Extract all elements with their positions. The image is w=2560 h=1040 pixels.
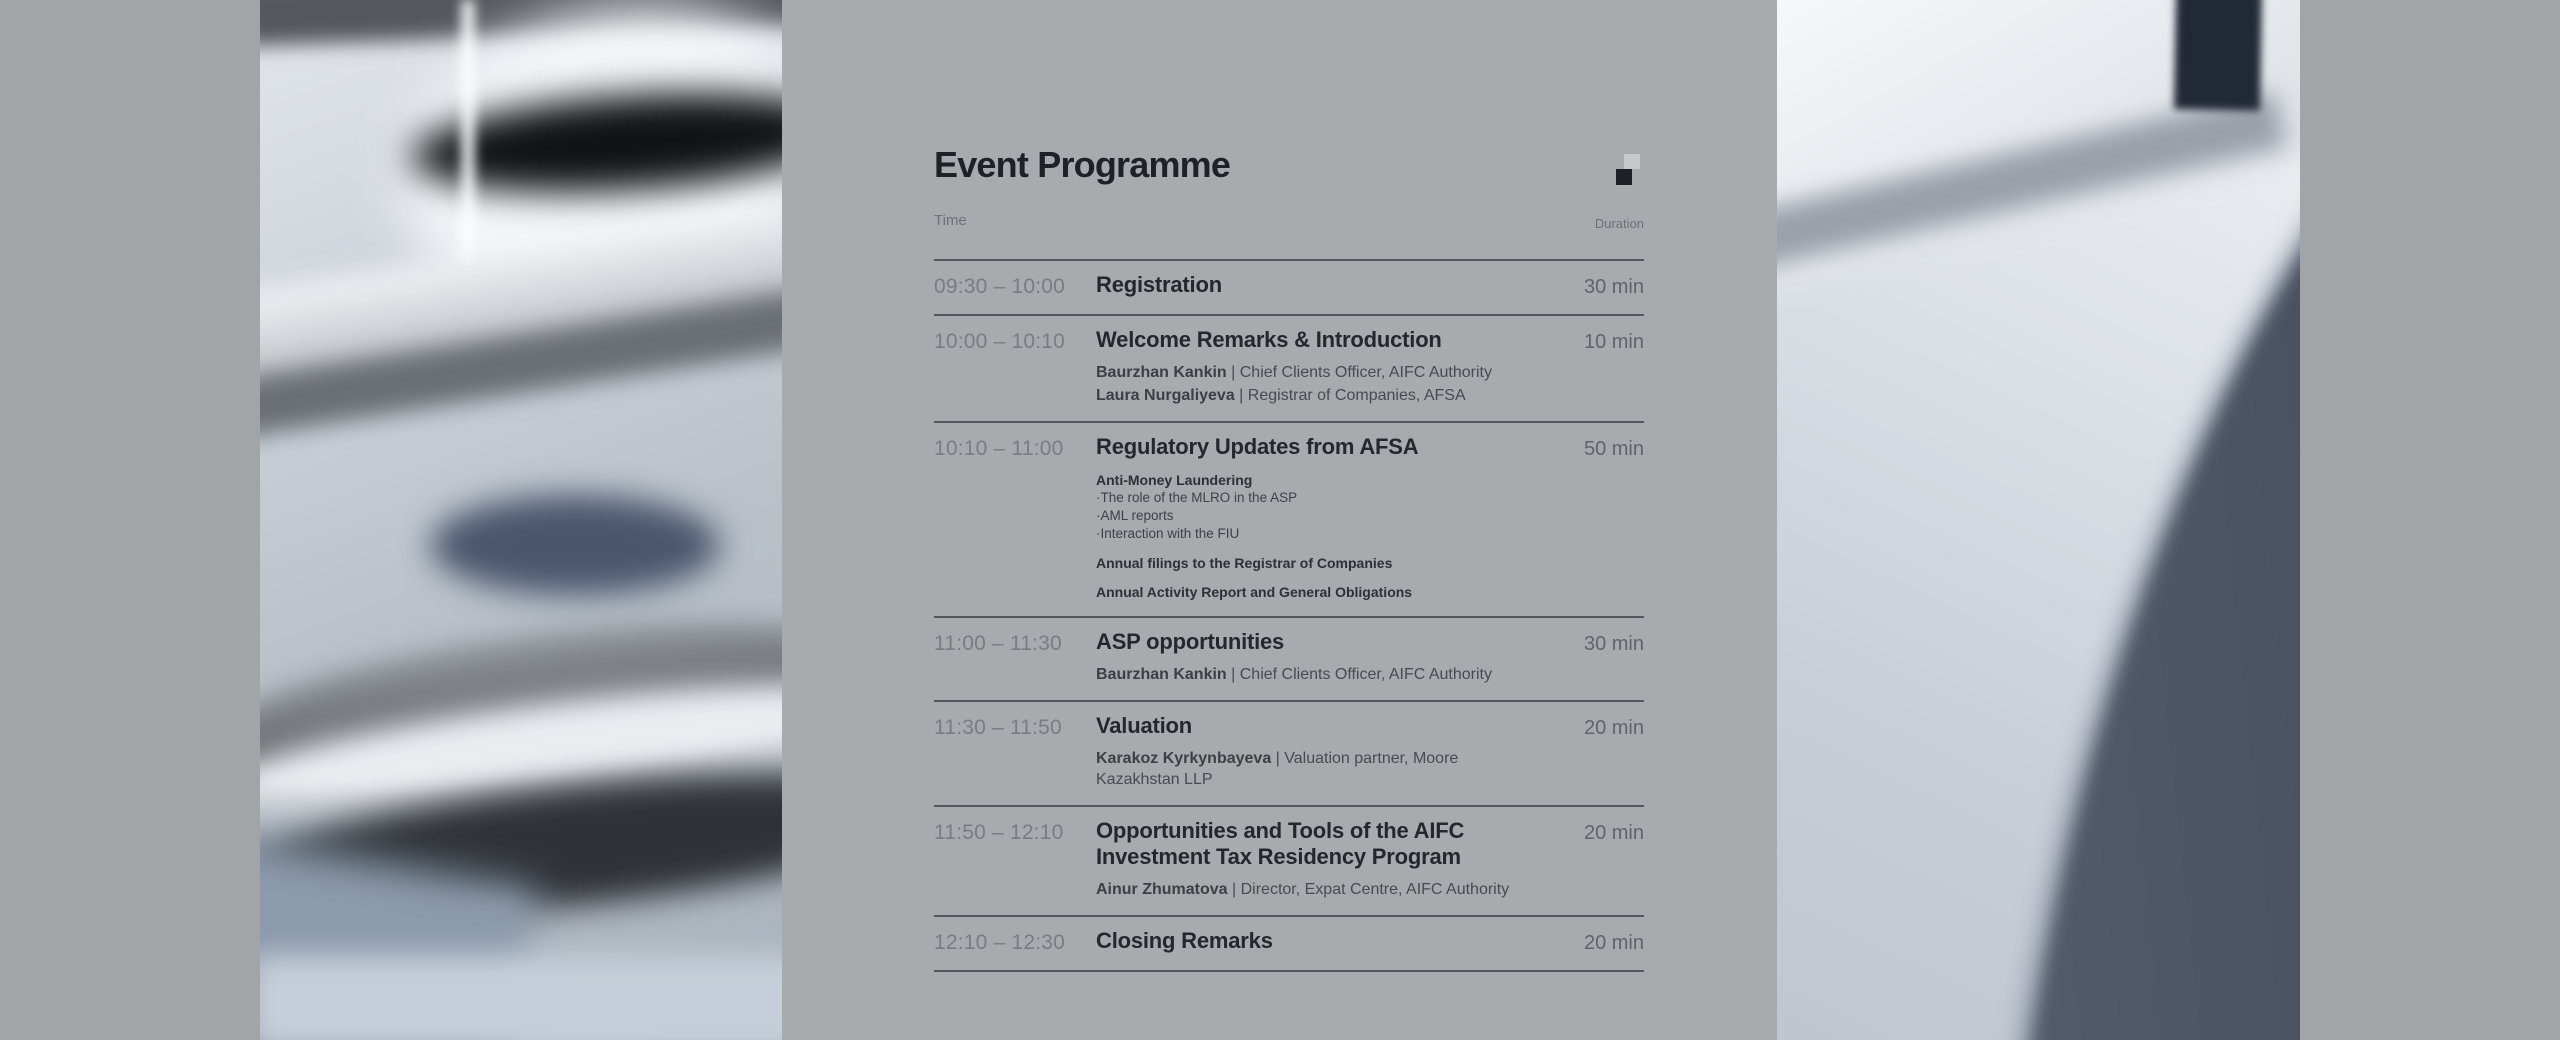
session-duration: 50 min — [1583, 438, 1644, 461]
session-title: Welcome Remarks & Introduction — [1096, 327, 1442, 352]
time-column-header: Time — [934, 212, 967, 229]
speaker-line — [1096, 879, 1526, 900]
speaker-line — [1096, 748, 1526, 790]
photo-shape — [2174, 0, 2262, 111]
left-photo — [260, 0, 782, 1040]
speaker-name: Baurzhan Kankin — [1096, 363, 1227, 381]
session-main — [1096, 818, 1526, 900]
page-title: Event Programme — [934, 144, 1231, 185]
session-main — [1096, 928, 1526, 954]
session-main — [1096, 272, 1526, 298]
table-row — [934, 915, 1644, 972]
detail-group — [1096, 583, 1526, 601]
speaker-line — [1096, 362, 1526, 383]
session-title: Regulatory Updates from AFSA — [1096, 434, 1419, 460]
logo-dark-square — [1616, 169, 1632, 185]
speaker-role: | Registrar of Companies, AFSA — [1234, 387, 1466, 405]
session-main — [1096, 713, 1526, 790]
table-row — [934, 616, 1644, 700]
speaker-role: | Director, Expat Centre, AIFC Authority — [1227, 881, 1510, 899]
session-time: 11:30 – 11:50 — [934, 716, 1062, 740]
session-title: Closing Remarks — [1096, 928, 1273, 954]
session-duration: 30 min — [1583, 633, 1644, 656]
speaker-line — [1096, 664, 1526, 685]
speaker-name: Laura Nurgaliyeva — [1096, 387, 1235, 405]
table-row — [934, 314, 1644, 421]
logo-light-square — [1624, 154, 1640, 169]
programme-table — [934, 259, 1644, 972]
table-row — [934, 700, 1644, 805]
photo-shape — [260, 955, 782, 1040]
detail-bullet: ·The role of the MLRO in the ASP — [1096, 490, 1298, 506]
session-duration: 20 min — [1583, 717, 1644, 740]
speaker-role: | Chief Clients Officer, AIFC Authority — [1226, 363, 1492, 381]
detail-heading: Annual Activity Report and General Obligations — [1096, 583, 1413, 600]
table-row — [934, 805, 1644, 915]
speaker-role: | Valuation partner, Moore Kazakhstan LLP — [1096, 750, 1459, 789]
session-duration: 20 min — [1583, 932, 1644, 955]
session-duration: 10 min — [1583, 331, 1644, 353]
programme-panel — [782, 0, 1777, 1040]
session-title: ASP opportunities — [1096, 629, 1285, 655]
session-duration: 20 min — [1583, 822, 1644, 845]
speaker-name: Ainur Zhumatova — [1096, 881, 1228, 899]
session-duration: 30 min — [1583, 276, 1644, 298]
session-time: 10:10 – 11:00 — [934, 437, 1064, 461]
session-main — [1096, 629, 1526, 685]
detail-bullet: ·AML reports — [1096, 508, 1174, 524]
detail-group — [1096, 554, 1526, 572]
session-time: 11:00 – 11:30 — [934, 632, 1062, 656]
speaker-line — [1096, 385, 1526, 406]
photo-shape — [462, 0, 474, 270]
detail-heading: Annual filings to the Registrar of Companies — [1096, 554, 1393, 571]
photo-shape — [430, 495, 720, 595]
session-title: Registration — [1096, 272, 1222, 297]
two-squares-logo-icon — [1616, 154, 1640, 185]
session-time: 11:50 – 12:10 — [934, 821, 1064, 845]
detail-heading: Anti-Money Laundering — [1096, 472, 1253, 489]
table-column-headers — [934, 212, 1644, 230]
speaker-role: | Chief Clients Officer, AIFC Authority — [1226, 666, 1492, 684]
table-row — [934, 259, 1644, 314]
detail-group — [1096, 471, 1526, 543]
session-title: Opportunities and Tools of the AIFC Investment Tax Residency Program — [1096, 818, 1465, 870]
session-time: 10:00 – 10:10 — [934, 330, 1066, 353]
session-time: 09:30 – 10:00 — [934, 275, 1066, 298]
right-photo — [1777, 0, 2300, 1040]
duration-column-header: Duration — [1594, 216, 1644, 231]
speaker-name: Karakoz Kyrkynbayeva — [1096, 750, 1272, 768]
detail-bullet: ·Interaction with the FIU — [1096, 525, 1240, 541]
session-title: Valuation — [1096, 713, 1192, 739]
session-time: 12:10 – 12:30 — [934, 931, 1066, 955]
table-row — [934, 421, 1644, 616]
speaker-name: Baurzhan Kankin — [1096, 666, 1227, 684]
session-main — [1096, 434, 1526, 601]
session-main — [1096, 327, 1526, 406]
